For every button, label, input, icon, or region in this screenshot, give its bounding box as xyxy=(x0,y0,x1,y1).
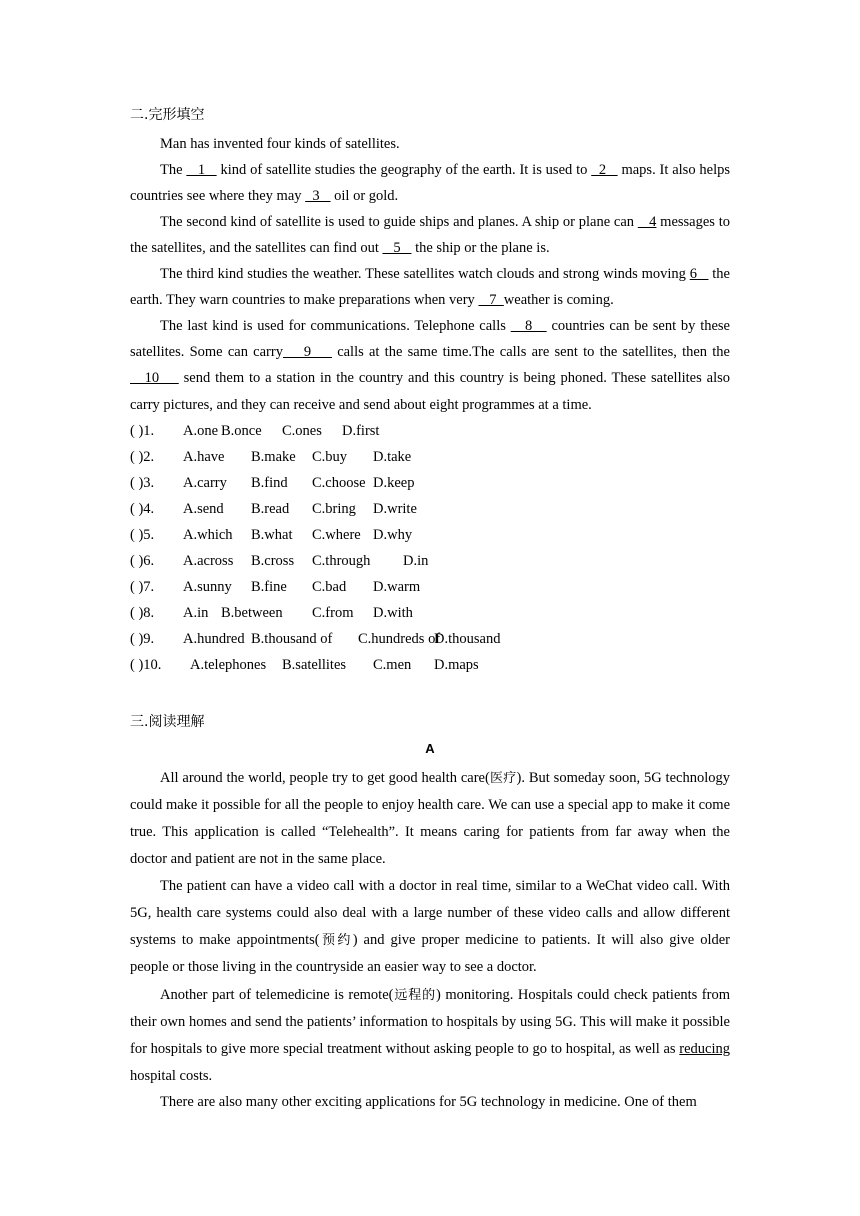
reading-paragraph-2: The patient can have a video call with a doctor in real time, similar to a WeChat video call. With 5G, health care systems could also deal with a large number of these video calls and allow different systems to make appointments(预约) and give proper medicine to patients. It will also give older people or those living in the countryside an easier way to see a doctor. xyxy=(130,878,730,975)
option-b[interactable]: B.between xyxy=(221,605,283,621)
blank-5[interactable]: 5 xyxy=(382,240,412,257)
question-number: ( )3. xyxy=(130,475,155,491)
question-number: ( )5. xyxy=(130,527,155,543)
option-c[interactable]: C.through xyxy=(312,553,371,569)
option-d[interactable]: D.with xyxy=(373,605,413,621)
blank-4[interactable]: 4 xyxy=(637,214,657,230)
question-number: ( )10. xyxy=(130,657,162,673)
option-b[interactable]: B.fine xyxy=(251,579,287,595)
option-a[interactable]: A.across xyxy=(183,553,234,569)
option-d[interactable]: D.keep xyxy=(373,475,415,491)
blank-3[interactable]: 3 xyxy=(305,188,331,205)
question-number: ( )9. xyxy=(130,631,155,647)
option-d[interactable]: D.write xyxy=(373,501,417,517)
option-d[interactable]: D.warm xyxy=(373,579,421,595)
option-c[interactable]: C.hundreds of xyxy=(358,631,441,647)
option-d[interactable]: D.in xyxy=(403,553,429,569)
passage-title: A xyxy=(425,741,435,756)
blank-8[interactable]: 8 xyxy=(510,318,547,334)
option-b[interactable]: B.what xyxy=(251,527,293,543)
option-c[interactable]: C.choose xyxy=(312,475,366,491)
blank-10[interactable]: 10 xyxy=(130,370,179,387)
cloze-paragraph-2: The second kind of satellite is used to guide ships and planes. A ship or plane can 4 messages to the satellites, and the satellites can find out 5 the ship or the plane is. xyxy=(130,214,731,257)
option-b[interactable]: B.read xyxy=(251,501,290,517)
question-number: ( )2. xyxy=(130,449,155,465)
option-a[interactable]: A.one xyxy=(183,423,219,439)
option-b[interactable]: B.make xyxy=(251,449,296,465)
blank-7[interactable]: 7 xyxy=(478,292,504,309)
option-c[interactable]: C.bad xyxy=(312,579,347,595)
option-c[interactable]: C.bring xyxy=(312,501,356,517)
blank-2[interactable]: 2 xyxy=(591,162,618,178)
section-heading-cloze: 二.完形填空 xyxy=(130,107,205,123)
option-a[interactable]: A.sunny xyxy=(183,579,232,595)
question-number: ( )6. xyxy=(130,553,155,569)
question-number: ( )7. xyxy=(130,579,155,595)
option-a[interactable]: A.hundred xyxy=(183,631,245,647)
blank-9[interactable]: 9 xyxy=(282,344,332,361)
option-c[interactable]: C.from xyxy=(312,605,354,621)
blank-6[interactable]: 6 xyxy=(689,266,709,282)
option-b[interactable]: B.cross xyxy=(251,553,295,569)
option-d[interactable]: D.first xyxy=(342,423,380,439)
option-c[interactable]: C.where xyxy=(312,527,361,543)
option-a[interactable]: A.telephones xyxy=(190,657,267,673)
option-b[interactable]: B.thousand of xyxy=(251,631,333,647)
cloze-paragraph-3: The third kind studies the weather. These satellites watch clouds and strong winds moving 6 the earth. They warn countries to make preparations when very 7 weather is coming. xyxy=(130,266,730,309)
question-number: ( )1. xyxy=(130,423,155,439)
option-b[interactable]: B.once xyxy=(221,423,262,439)
option-a[interactable]: A.which xyxy=(183,527,233,543)
section-heading-reading: 三.阅读理解 xyxy=(130,714,205,730)
cloze-intro: Man has invented four kinds of satellites. xyxy=(160,136,400,152)
blank-1[interactable]: 1 xyxy=(186,162,217,178)
option-a[interactable]: A.send xyxy=(183,501,224,517)
option-c[interactable]: C.buy xyxy=(312,449,348,465)
question-number: ( )4. xyxy=(130,501,155,517)
option-d[interactable]: D.maps xyxy=(434,657,479,673)
question-number: ( )8. xyxy=(130,605,155,621)
cloze-paragraph-4: The last kind is used for communications. Telephone calls 8 countries can be sent by these satellites. Some can carry 9 calls at the same time.The calls are sent to the satellites, then the 10 send them to a station in the country and this country is being phoned. These satellites also carry pictures, and they can receive and send about eight programmes at a time. xyxy=(130,318,730,413)
option-b[interactable]: B.find xyxy=(251,475,288,491)
option-b[interactable]: B.satellites xyxy=(282,657,347,673)
option-c[interactable]: C.men xyxy=(373,657,412,673)
option-d[interactable]: D.thousand xyxy=(434,631,501,647)
reading-paragraph-4: There are also many other exciting applications for 5G technology in medicine. One of them xyxy=(160,1094,697,1110)
option-a[interactable]: A.carry xyxy=(183,475,227,491)
option-d[interactable]: D.take xyxy=(373,449,412,465)
reading-paragraph-3: Another part of telemedicine is remote(远程的) monitoring. Hospitals could check patients from their own homes and send the patients’ information to hospitals by using 5G. This will make it possible for hospitals to give more special treatment without asking people to go to hospital, as well as reducing hospital costs. xyxy=(130,987,730,1084)
option-d[interactable]: D.why xyxy=(373,527,413,543)
option-c[interactable]: C.ones xyxy=(282,423,322,439)
option-a[interactable]: A.in xyxy=(183,605,209,621)
underlined-word-reducing: reducing xyxy=(679,1041,730,1057)
option-a[interactable]: A.have xyxy=(183,449,225,465)
reading-paragraph-1: All around the world, people try to get good health care(医疗). But someday soon, 5G technology could make it possible for all the people to enjoy health care. We can use a special app to make it come true. This application is called “Telehealth”. It means caring for patients from far away when the doctor and patient are not in the same place. xyxy=(130,770,730,867)
cloze-paragraph-1: The 1 kind of satellite studies the geography of the earth. It is used to 2 maps. It also helps countries see where they may 3 oil or gold. xyxy=(130,162,731,205)
